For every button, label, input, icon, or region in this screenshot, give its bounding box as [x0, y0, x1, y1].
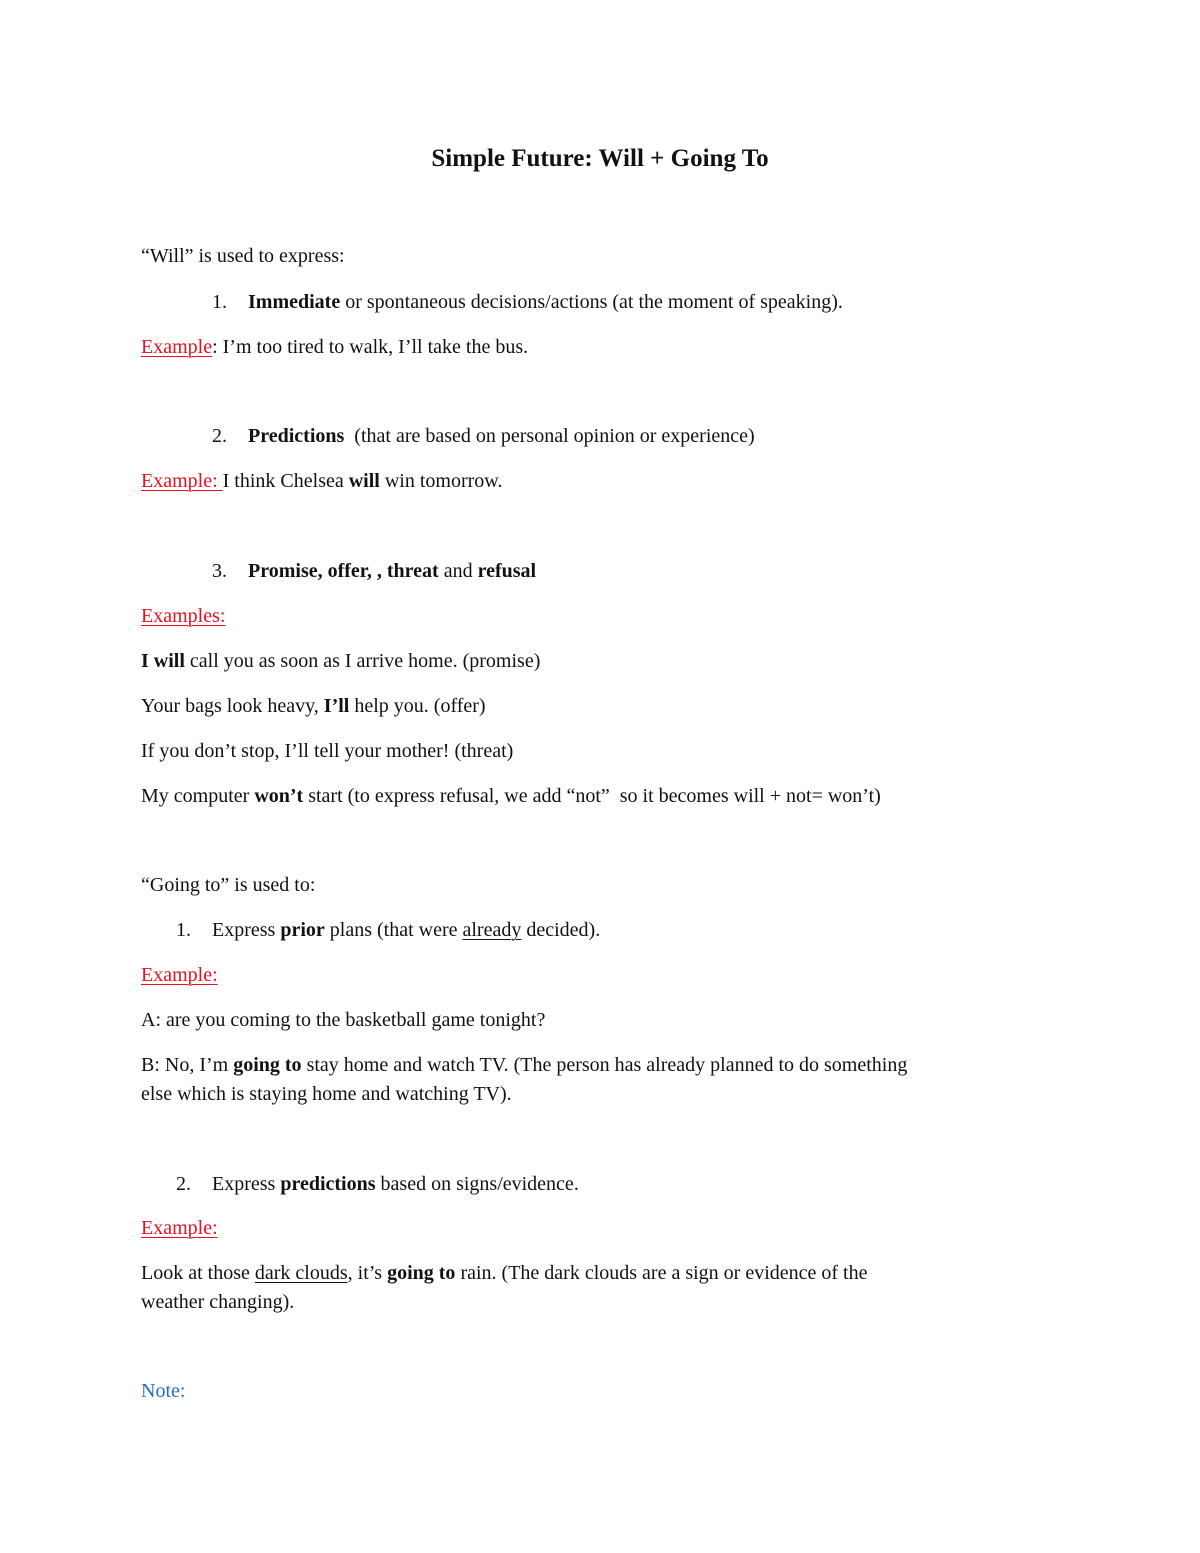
example-offer: [141, 696, 486, 716]
list-number: 1.: [176, 919, 191, 941]
will-intro: “Will” is used to express:: [141, 245, 345, 267]
example-text: My computer: [141, 785, 255, 807]
example-label: Example: [141, 336, 213, 358]
example-refusal: [141, 786, 881, 806]
underlined-already: already: [462, 919, 522, 941]
page-title: Simple Future: Will + Going To: [431, 145, 769, 172]
example-line-b-cont: else which is staying home and watching TV).: [141, 1083, 512, 1105]
example-label: Example:: [141, 964, 218, 986]
example-clouds-cont: weather changing).: [141, 1291, 295, 1313]
item-text: or spontaneous decisions/actions (at the moment of speaking).: [340, 291, 843, 313]
example-text: I think Chelsea: [222, 470, 349, 492]
example-bold: I’ll: [323, 695, 350, 717]
example-text: win tomorrow.: [379, 470, 503, 492]
will-example-1: [141, 337, 528, 357]
item-text: plans (that were: [324, 919, 463, 941]
example-clouds: [141, 1263, 868, 1283]
list-number: 3.: [212, 560, 227, 582]
example-bold: won’t: [254, 785, 304, 807]
term-predictions: Predictions: [248, 425, 345, 447]
item-text: Express: [212, 1173, 281, 1195]
example-text: , it’s: [347, 1262, 388, 1284]
example-text: Your bags look heavy,: [141, 695, 324, 717]
going-intro: “Going to” is used to:: [141, 874, 316, 896]
example-bold: will: [348, 470, 380, 492]
list-number: 1.: [212, 291, 227, 313]
example-line-a: A: are you coming to the basketball game tonight?: [141, 1009, 546, 1031]
example-promise: [141, 651, 540, 671]
underlined-dark-clouds: dark clouds: [254, 1262, 348, 1284]
example-bold: I will: [141, 650, 185, 672]
example-text: call you as soon as I arrive home. (promise): [184, 650, 541, 672]
example-text: Look at those: [141, 1262, 255, 1284]
note-label: Note:: [141, 1380, 186, 1402]
example-text: start (to express refusal, we add “not” so it becomes will + not= won’t): [303, 785, 881, 807]
term-prior: prior: [280, 919, 325, 941]
term-predictions: predictions: [280, 1173, 376, 1195]
example-text: stay home and watch TV. (The person has already planned to do something: [301, 1054, 908, 1076]
example-bold: going to: [387, 1262, 456, 1284]
example-text: help you. (offer): [349, 695, 486, 717]
example-text: B: No, I’m: [141, 1054, 234, 1076]
example-threat: If you don’t stop, I’ll tell your mother! (threat): [141, 740, 514, 762]
example-label: Example:: [141, 1217, 218, 1239]
example-bold: going to: [233, 1054, 302, 1076]
list-number: 2.: [176, 1173, 191, 1195]
list-number: 2.: [212, 425, 227, 447]
item-text: based on signs/evidence.: [375, 1173, 579, 1195]
item-text: (that are based on personal opinion or experience): [344, 425, 755, 447]
term-immediate: Immediate: [248, 291, 341, 313]
example-text: rain. (The dark clouds are a sign or evidence of the: [455, 1262, 868, 1284]
will-example-2: [141, 471, 502, 491]
example-line-b: [141, 1055, 907, 1075]
item-text: and: [438, 560, 478, 582]
item-text: decided).: [521, 919, 601, 941]
term-promise-offer-threat: Promise, offer, , threat: [248, 560, 439, 582]
example-label: Example:: [141, 470, 223, 492]
examples-label: Examples:: [141, 605, 226, 627]
term-refusal: refusal: [477, 560, 537, 582]
item-text: Express: [212, 919, 281, 941]
example-text: : I’m too tired to walk, I’ll take the bus.: [212, 336, 529, 358]
